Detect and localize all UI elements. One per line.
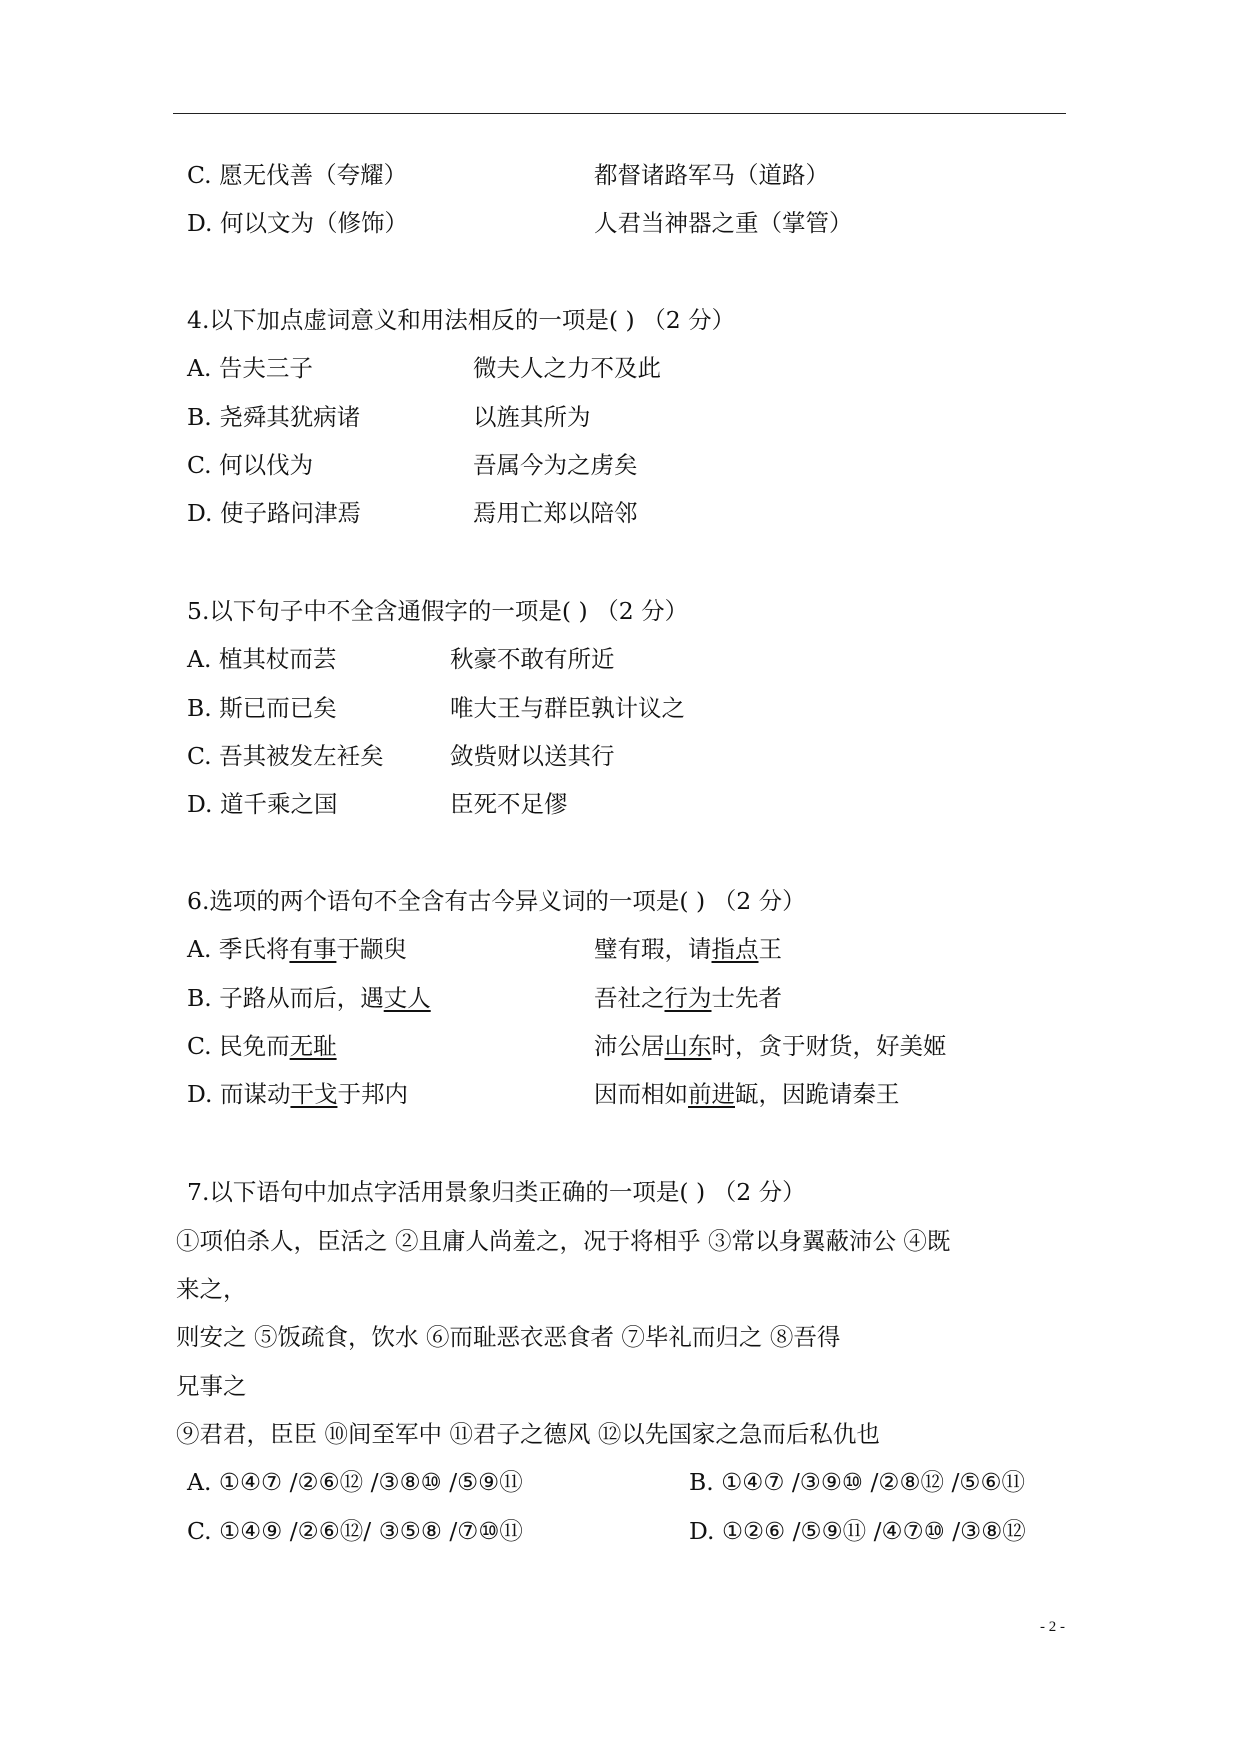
q6-b-left-text: B. 子路从而后，遇 [187,984,384,1012]
q4-option-a-left: A. 告夫三子 [187,354,313,382]
q6-b-left-underlined: 丈人 [383,984,431,1012]
q7-line-5: ⑨君君，臣臣 ⑩间至军中 ⑪君子之德风 ⑫以先国家之急而后私仇也 [176,1420,880,1448]
q5-option-a-left: A. 植其杖而芸 [187,645,337,673]
q6-a-left-underlined: 有事 [289,935,337,963]
q6-option-a-left [187,934,407,964]
q6-a-left-text: A. 季氏将 [187,935,290,963]
q6-d-right-text-after: 缻，因跪请秦王 [735,1080,900,1108]
q6-c-left-underlined: 无耻 [289,1032,337,1060]
q6-option-b-right [594,983,782,1013]
q6-a-left-text-after: 于颛臾 [336,935,407,963]
q6-option-a-right [594,934,782,964]
q7-line-3: 则安之 ⑤饭疏食，饮水 ⑥而耻恶衣恶食者 ⑦毕礼而归之 ⑧吾得 [176,1323,841,1351]
q3-option-d-right: 人君当神器之重（掌管） [594,209,853,237]
q6-option-d-right [594,1079,900,1109]
q7-option-b: B. ①④⑦ /③⑨⑩ /②⑧⑫ /⑤⑥⑪ [689,1468,1026,1496]
q4-option-b-right: 以旌其所为 [473,403,591,431]
q5-option-b-right: 唯大王与群臣孰计议之 [450,694,685,722]
q6-b-right-text: 吾社之 [594,984,665,1012]
q4-stem: 4.以下加点虚词意义和用法相反的一项是( ) （2 分） [187,306,736,334]
q6-d-left-underlined: 干戈 [290,1080,338,1108]
q6-stem: 6.选项的两个语句不全含有古今异义词的一项是( ) （2 分） [187,887,806,915]
q6-d-right-text: 因而相如 [594,1080,688,1108]
q6-b-right-text-after: 士先者 [711,984,782,1012]
q7-line-2: 来之， [176,1275,247,1303]
page-number: - 2 - [1040,1619,1065,1635]
q5-option-d-right: 臣死不足僇 [450,790,568,818]
q6-a-right-text: 璧有瑕，请 [594,935,712,963]
q4-option-a-right: 微夫人之力不及此 [473,354,661,382]
q6-b-right-underlined: 行为 [664,984,712,1012]
q6-option-c-right [594,1031,947,1061]
q6-c-right-underlined: 山东 [664,1032,712,1060]
q5-option-c-left: C. 吾其被发左衽矣 [187,742,384,770]
q5-option-d-left: D. 道千乘之国 [187,790,338,818]
q6-a-right-underlined: 指点 [711,935,759,963]
q3-option-c-left: C. 愿无伐善（夸耀） [187,161,408,189]
q4-option-d-right: 焉用亡郑以陪邻 [473,499,638,527]
q7-option-c: C. ①④⑨ /②⑥⑫/ ③⑤⑧ /⑦⑩⑪ [187,1517,523,1545]
q7-line-4: 兄事之 [176,1372,247,1400]
q7-option-a: A. ①④⑦ /②⑥⑫ /③⑧⑩ /⑤⑨⑪ [187,1468,523,1496]
q4-option-c-left: C. 何以伐为 [187,451,314,479]
q4-option-d-left: D. 使子路问津焉 [187,499,361,527]
q6-d-left-text: D. 而谋动 [187,1080,291,1108]
q6-a-right-text-after: 王 [758,935,782,963]
q6-option-b-left [187,983,431,1013]
q5-stem: 5.以下句子中不全含通假字的一项是( ) （2 分） [187,597,689,625]
q6-d-left-text-after: 于邦内 [337,1080,408,1108]
q4-option-c-right: 吾属今为之虏矣 [473,451,638,479]
q7-line-1: ①项伯杀人，臣活之 ②且庸人尚羞之，况于将相乎 ③常以身翼蔽沛公 ④既 [176,1227,951,1255]
q6-option-d-left [187,1079,408,1109]
q7-option-d: D. ①②⑥ /⑤⑨⑪ /④⑦⑩ /③⑧⑫ [689,1517,1026,1545]
q6-c-right-text: 沛公居 [594,1032,665,1060]
q6-c-left-text: C. 民免而 [187,1032,290,1060]
q4-option-b-left: B. 尧舜其犹病诸 [187,403,361,431]
q5-option-b-left: B. 斯已而已矣 [187,694,337,722]
q6-option-c-left [187,1031,337,1061]
q3-option-c-right: 都督诸路军马（道路） [594,161,829,189]
header-rule [173,113,1066,114]
q6-c-right-text-after: 时，贪于财货，好美姬 [711,1032,947,1060]
q7-stem: 7.以下语句中加点字活用景象归类正确的一项是( ) （2 分） [187,1178,806,1206]
q5-option-a-right: 秋豪不敢有所近 [450,645,615,673]
q6-d-right-underlined: 前进 [688,1080,735,1108]
q3-option-d-left: D. 何以文为（修饰） [187,209,408,237]
q5-option-c-right: 敛赀财以送其行 [450,742,615,770]
